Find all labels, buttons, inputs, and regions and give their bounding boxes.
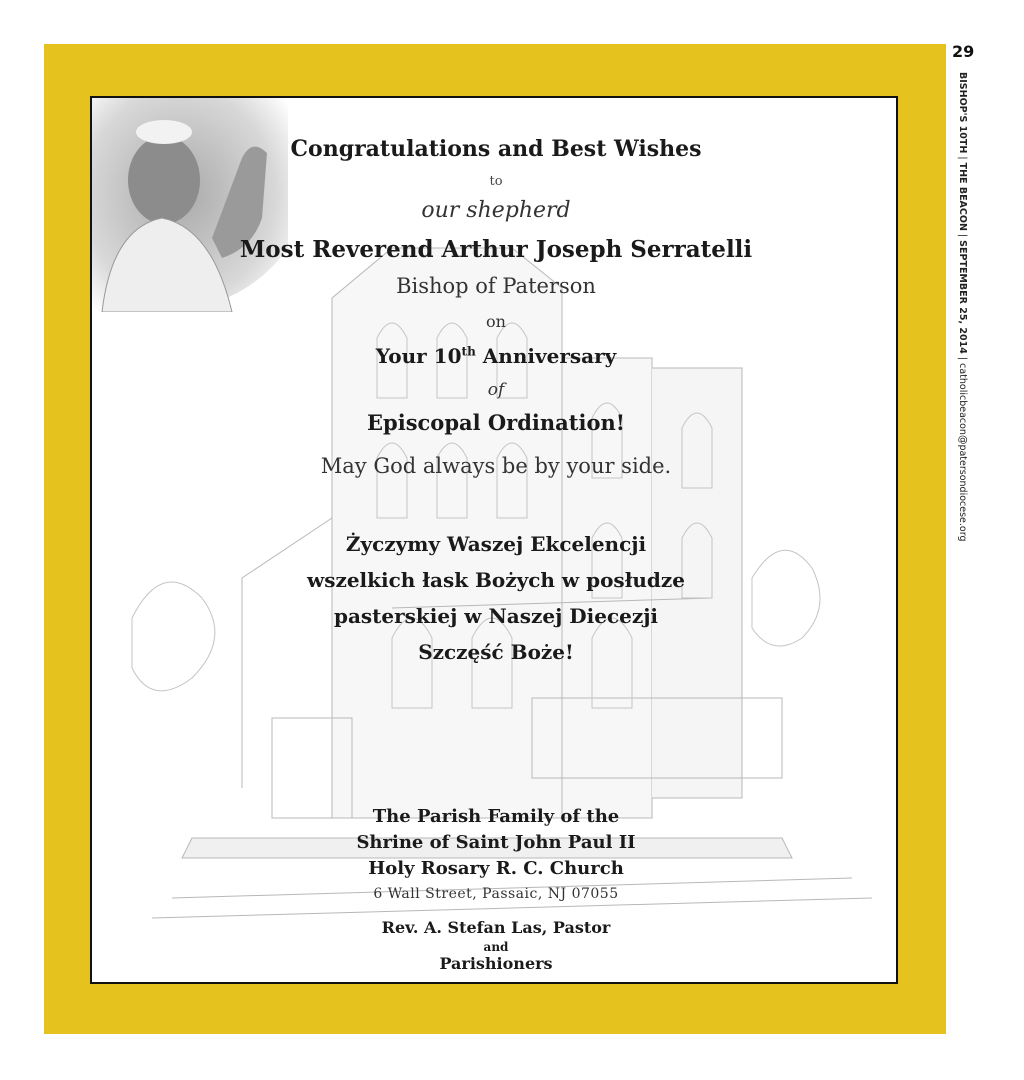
section-title: BISHOP'S 10TH	[957, 72, 968, 154]
contact-email: catholicbeacon@patersondiocese.org	[957, 363, 968, 542]
congratulations-ad	[90, 96, 898, 984]
separator: |	[957, 156, 968, 160]
shepherd-text: our shepherd	[421, 198, 571, 223]
separator: |	[957, 356, 968, 361]
separator: |	[957, 233, 968, 238]
polish-line: wszelkich łask Bożych w posłudze	[307, 568, 685, 592]
blessing-text: May God always be by your side.	[320, 454, 672, 478]
running-footer	[952, 72, 972, 542]
page-number: 29	[952, 42, 975, 61]
and-text: and	[483, 940, 509, 954]
anniversary-superscript: th	[461, 344, 476, 359]
parishioners-text: Parishioners	[439, 954, 553, 973]
parish-line: Shrine of Saint John Paul II	[356, 832, 636, 853]
running-footer-text	[957, 72, 968, 542]
polish-line: pasterskiej w Naszej Diecezji	[333, 604, 659, 628]
anniversary-prefix: Your 10	[375, 344, 462, 368]
church-address: 6 Wall Street, Passaic, NJ 07055	[373, 886, 619, 902]
polish-line: Szczęść Boże!	[418, 640, 574, 664]
church-name: Holy Rosary R. C. Church	[368, 858, 624, 879]
ordination-text: Episcopal Ordination!	[367, 410, 625, 435]
to-text: to	[489, 174, 503, 189]
anniversary-line	[92, 344, 898, 368]
bishop-name: Most Reverend Arthur Joseph Serratelli	[239, 236, 753, 263]
on-text: on	[486, 312, 506, 331]
headline: Congratulations and Best Wishes	[290, 136, 702, 162]
bishop-title: Bishop of Paterson	[396, 274, 596, 298]
publication-name: THE BEACON	[957, 162, 968, 231]
pastor-name: Rev. A. Stefan Las, Pastor	[381, 918, 611, 937]
issue-date: SEPTEMBER 25, 2014	[957, 240, 968, 354]
of-text: of	[487, 380, 505, 400]
anniversary-suffix: Anniversary	[475, 344, 617, 368]
polish-line: Życzymy Waszej Ekcelencji	[345, 532, 647, 556]
parish-line: The Parish Family of the	[372, 806, 620, 827]
